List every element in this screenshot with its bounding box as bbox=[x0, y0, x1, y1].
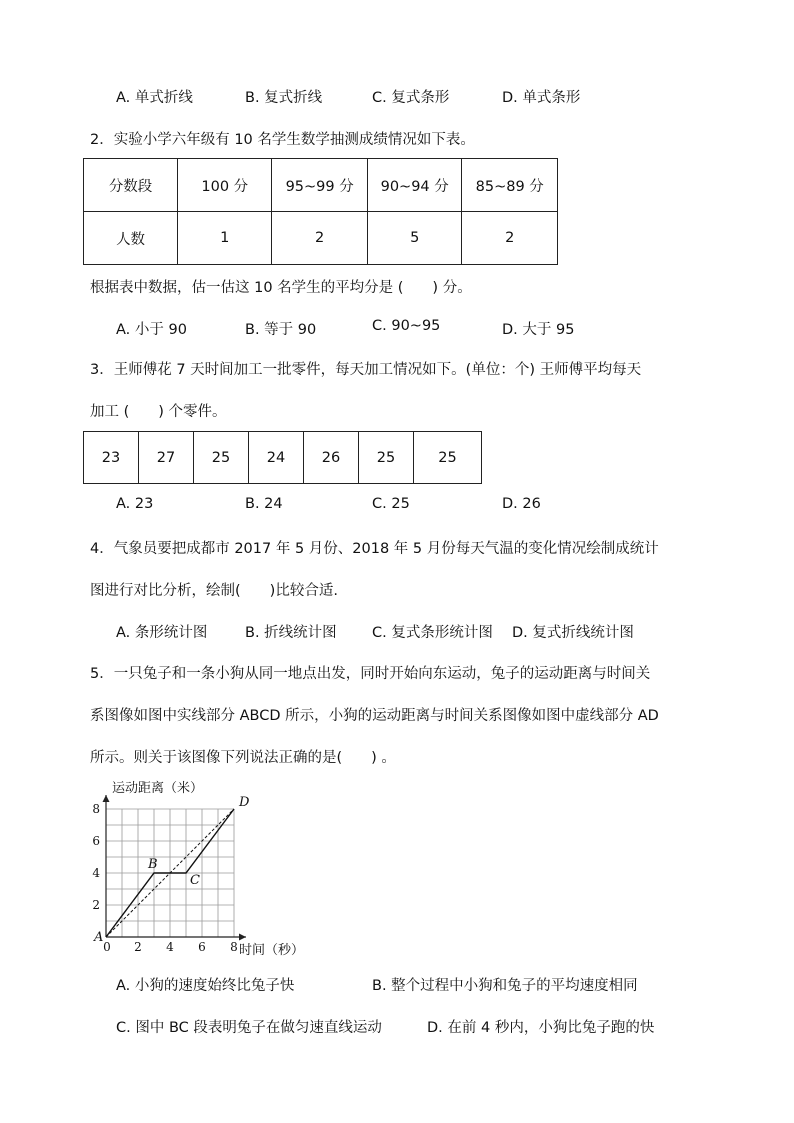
parts-table bbox=[83, 431, 482, 484]
q5-stem-line2: 系图像如图中实线部分 ABCD 所示，小狗的运动距离与时间关系图像如图中虚线部分 AD bbox=[90, 708, 659, 724]
table-cell: 100 分 bbox=[178, 159, 272, 212]
q2-option-c: C. 90~95 bbox=[372, 318, 441, 334]
table-cell: 24 bbox=[249, 432, 304, 484]
score-table-row bbox=[84, 212, 558, 265]
q2-stem: 2．实验小学六年级有 10 名学生数学抽测成绩情况如下表。 bbox=[90, 132, 475, 148]
y-tick-label: 2 bbox=[92, 898, 100, 912]
q5-option-b: B. 整个过程中小狗和兔子的平均速度相同 bbox=[372, 978, 638, 994]
q4-option-a: A. 条形统计图 bbox=[116, 625, 208, 641]
q1-option-c: C. 复式条形 bbox=[372, 90, 450, 106]
q2-option-d: D. 大于 95 bbox=[502, 322, 575, 338]
table-cell: 25 bbox=[359, 432, 414, 484]
table-cell: 人数 bbox=[84, 212, 178, 265]
table-cell: 26 bbox=[304, 432, 359, 484]
y-tick-label: 4 bbox=[92, 866, 100, 880]
q4-option-d: D. 复式折线统计图 bbox=[512, 625, 634, 641]
q5-option-c: C. 图中 BC 段表明兔子在做匀速直线运动 bbox=[116, 1020, 382, 1036]
parts-table-row bbox=[84, 432, 482, 484]
q5-stem-line3: 所示。则关于该图像下列说法正确的是( ) 。 bbox=[90, 750, 396, 766]
q3-stem-line1: 3．王师傅花 7 天时间加工一批零件，每天加工情况如下。(单位：个) 王师傅平均每天 bbox=[90, 362, 642, 378]
q3-stem-line2: 加工 ( ) 个零件。 bbox=[90, 404, 227, 420]
table-cell: 27 bbox=[139, 432, 194, 484]
q3-option-b: B. 24 bbox=[245, 496, 283, 512]
chart-x-axis-label: 时间（秒） bbox=[239, 943, 305, 958]
point-label-b: B bbox=[148, 857, 158, 872]
q1-option-b: B. 复式折线 bbox=[245, 90, 323, 106]
q4-stem-line2: 图进行对比分析，绘制( )比较合适. bbox=[90, 583, 338, 599]
x-tick-label: 0 bbox=[103, 940, 111, 954]
table-cell: 23 bbox=[84, 432, 139, 484]
q4-option-c: C. 复式条形统计图 bbox=[372, 625, 493, 641]
q2-option-b: B. 等于 90 bbox=[245, 322, 317, 338]
q3-option-c: C. 25 bbox=[372, 496, 410, 512]
x-tick-label: 8 bbox=[230, 940, 238, 954]
x-tick-label: 6 bbox=[198, 940, 206, 954]
q4-option-b: B. 折线统计图 bbox=[245, 625, 337, 641]
table-cell: 1 bbox=[178, 212, 272, 265]
q1-option-d: D. 单式条形 bbox=[502, 90, 581, 106]
q5-option-a: A. 小狗的速度始终比兔子快 bbox=[116, 978, 295, 994]
chart-y-axis-label: 运动距离（米） bbox=[112, 781, 204, 796]
q2-option-a: A. 小于 90 bbox=[116, 322, 187, 338]
q3-option-a: A. 23 bbox=[116, 496, 154, 512]
table-cell: 分数段 bbox=[84, 159, 178, 212]
point-label-a: A bbox=[94, 930, 104, 945]
table-cell: 25 bbox=[414, 432, 482, 484]
y-tick-label: 6 bbox=[92, 834, 100, 848]
q3-option-d: D. 26 bbox=[502, 496, 541, 512]
q4-stem-line1: 4．气象员要把成都市 2017 年 5 月份、2018 年 5 月份每天气温的变化情况绘制成统计 bbox=[90, 541, 659, 557]
score-table bbox=[83, 158, 558, 265]
table-cell: 95~99 分 bbox=[272, 159, 368, 212]
q5-stem-line1: 5．一只兔子和一条小狗从同一地点出发，同时开始向东运动，兔子的运动距离与时间关 bbox=[90, 666, 651, 682]
table-cell: 85~89 分 bbox=[462, 159, 558, 212]
q5-option-d: D. 在前 4 秒内，小狗比兔子跑的快 bbox=[427, 1020, 655, 1036]
table-cell: 5 bbox=[367, 212, 462, 265]
table-cell: 90~94 分 bbox=[367, 159, 462, 212]
chart-axes bbox=[106, 795, 246, 937]
distance-time-chart bbox=[88, 774, 328, 964]
table-cell: 25 bbox=[194, 432, 249, 484]
table-cell: 2 bbox=[462, 212, 558, 265]
score-table-row bbox=[84, 159, 558, 212]
x-tick-label: 4 bbox=[166, 940, 174, 954]
q1-option-a: A. 单式折线 bbox=[116, 90, 193, 106]
x-tick-label: 2 bbox=[134, 940, 142, 954]
table-cell: 2 bbox=[272, 212, 368, 265]
y-tick-label: 8 bbox=[92, 802, 100, 816]
q2-question: 根据表中数据，估一估这 10 名学生的平均分是 ( ) 分。 bbox=[90, 280, 472, 296]
point-label-c: C bbox=[190, 873, 200, 888]
point-label-d: D bbox=[239, 795, 250, 810]
